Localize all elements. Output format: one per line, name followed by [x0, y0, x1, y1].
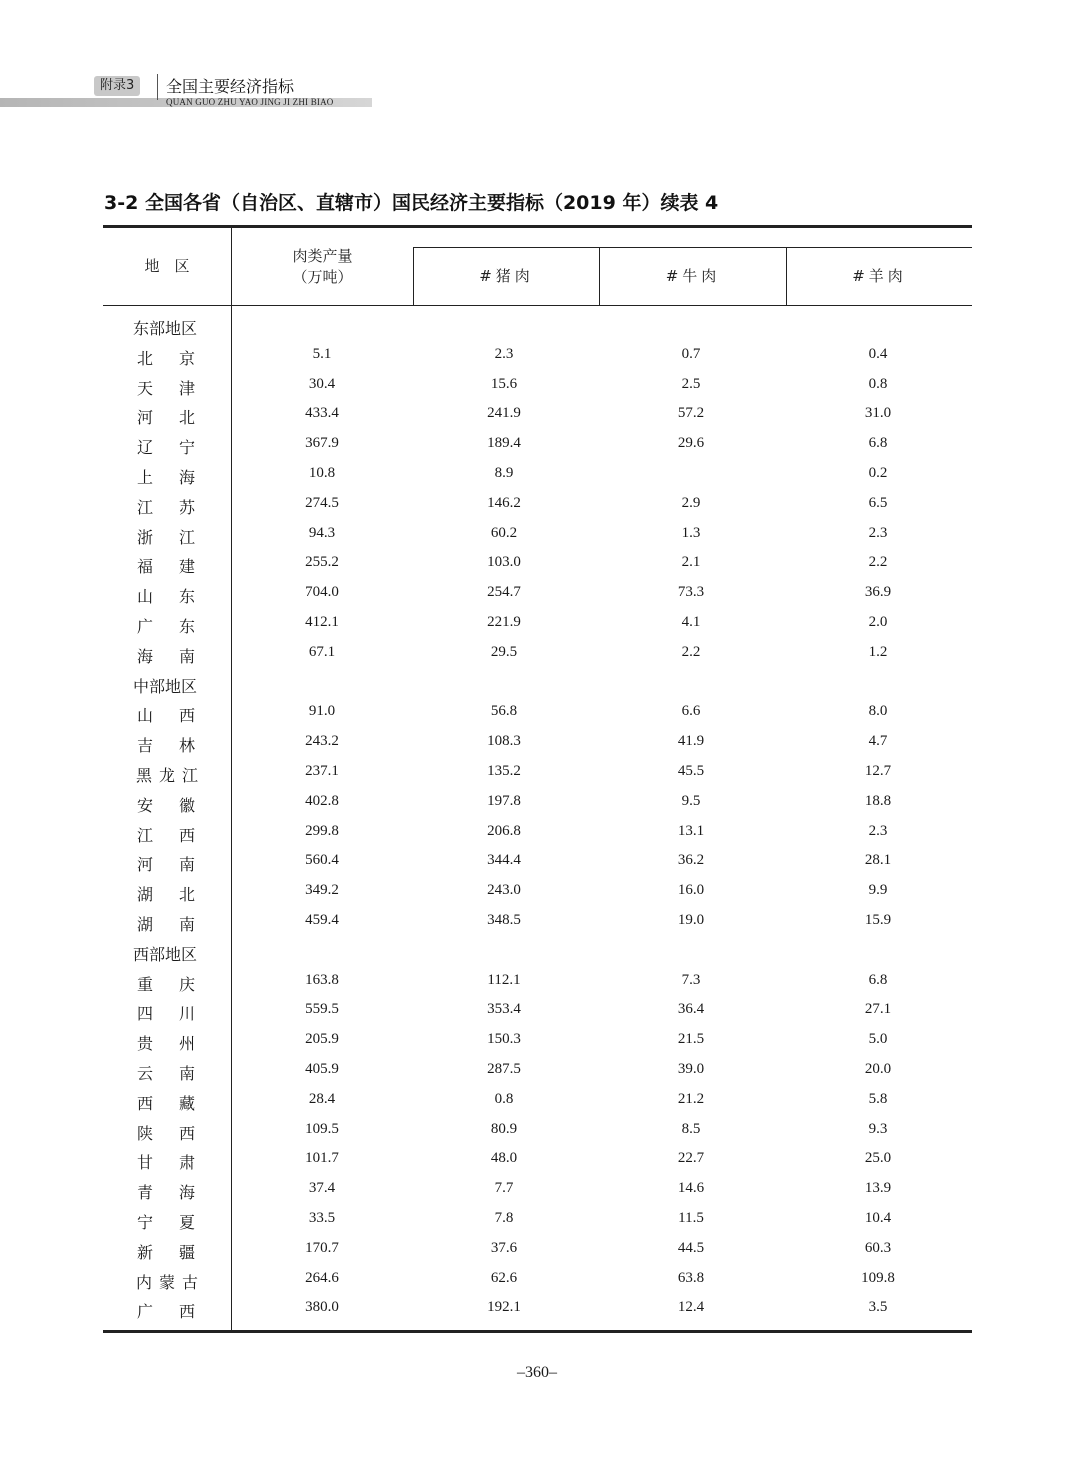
mutton-value: 27.1 [864, 1001, 892, 1018]
beef-value: 19.0 [677, 911, 705, 928]
header-mutton: #羊肉 [852, 267, 907, 285]
header-meat-total [232, 246, 413, 288]
pork-value: 197.8 [487, 792, 521, 809]
beef-value: 21.5 [677, 1031, 705, 1048]
pork-value: 150.3 [487, 1031, 521, 1048]
pork-value: 56.8 [490, 703, 518, 720]
table-body [0, 311, 1074, 1324]
beef-value: 11.5 [678, 1209, 704, 1226]
header-region: 地 区 [144, 257, 190, 275]
beef-value: 0.7 [681, 345, 701, 362]
mutton-value: 18.8 [864, 792, 892, 809]
mutton-value: 25.0 [864, 1150, 892, 1167]
meat-total-value: 349.2 [305, 882, 339, 899]
mutton-value: 10.4 [864, 1209, 892, 1226]
beef-value: 16.0 [677, 882, 705, 899]
beef-value: 45.5 [677, 762, 705, 779]
region-name: 浙江 [137, 527, 195, 547]
mutton-value: 0.2 [868, 464, 888, 481]
mutton-value: 15.9 [864, 911, 892, 928]
pork-value: 287.5 [487, 1060, 521, 1077]
pork-value: 112.1 [487, 971, 521, 988]
table-row [0, 1026, 1074, 1056]
pork-value: 8.9 [494, 464, 514, 481]
table-row [0, 371, 1074, 401]
meat-total-value: 109.5 [305, 1120, 339, 1137]
region-name: 广西 [137, 1302, 195, 1322]
meat-total-value: 274.5 [305, 494, 339, 511]
mutton-value: 6.8 [868, 971, 888, 988]
table-title: 3-2 全国各省（自治区、直辖市）国民经济主要指标（2019 年）续表 4 [104, 192, 719, 214]
pork-value: 348.5 [487, 911, 521, 928]
region-name: 海南 [137, 646, 195, 666]
group-label: 西部地区 [133, 944, 198, 964]
region-name: 河南 [137, 855, 195, 875]
region-name: 北京 [137, 348, 195, 368]
beef-value: 39.0 [677, 1060, 705, 1077]
pork-value: 48.0 [490, 1150, 518, 1167]
table-row [0, 698, 1074, 728]
mutton-value: 60.3 [864, 1239, 892, 1256]
mutton-value: 36.9 [864, 584, 892, 601]
header-meat-total-label: 肉类产量 [292, 247, 353, 265]
pork-value: 37.6 [490, 1239, 518, 1256]
header-pork: #猪肉 [479, 267, 534, 285]
meat-total-value: 255.2 [305, 554, 339, 571]
meat-total-value: 299.8 [305, 822, 339, 839]
pork-value: 135.2 [487, 762, 521, 779]
region-name: 黑龙江 [136, 765, 198, 785]
beef-value: 44.5 [677, 1239, 705, 1256]
meat-total-value: 205.9 [305, 1031, 339, 1048]
table-row [0, 639, 1074, 669]
table-row [0, 728, 1074, 758]
beef-value: 22.7 [677, 1150, 705, 1167]
beef-value: 9.5 [681, 792, 701, 809]
beef-value: 12.4 [677, 1299, 705, 1316]
table-row [0, 579, 1074, 609]
pork-value: 80.9 [490, 1120, 518, 1137]
beef-value: 14.6 [677, 1180, 705, 1197]
table-row [0, 1086, 1074, 1116]
region-name: 湖北 [137, 885, 195, 905]
mutton-value: 31.0 [864, 405, 892, 422]
pork-value: 2.3 [494, 345, 514, 362]
pork-value: 60.2 [490, 524, 518, 541]
mutton-value: 2.0 [868, 613, 888, 630]
table-row [0, 1205, 1074, 1235]
region-name: 山东 [137, 587, 195, 607]
region-name: 山西 [137, 706, 195, 726]
beef-value: 2.1 [681, 554, 701, 571]
region-name: 安徽 [137, 795, 195, 815]
table-row [0, 1235, 1074, 1265]
pork-value: 62.6 [490, 1269, 518, 1286]
pork-value: 241.9 [487, 405, 521, 422]
pork-value: 344.4 [487, 852, 521, 869]
region-name: 湖南 [137, 914, 195, 934]
beef-value: 4.1 [681, 613, 701, 630]
mutton-value: 20.0 [864, 1060, 892, 1077]
region-name: 青海 [137, 1183, 195, 1203]
table-row [0, 341, 1074, 371]
table-row [0, 520, 1074, 550]
region-name: 江西 [137, 825, 195, 845]
region-name: 宁夏 [137, 1212, 195, 1232]
running-header-subtitle: QUAN GUO ZHU YAO JING JI ZHI BIAO [166, 97, 334, 107]
header-divider [157, 74, 158, 100]
mutton-value: 28.1 [864, 852, 892, 869]
pork-value: 0.8 [494, 1090, 514, 1107]
running-header-title: 全国主要经济指标 [166, 77, 295, 96]
mutton-value: 2.3 [868, 524, 888, 541]
table-row [0, 967, 1074, 997]
pork-value: 15.6 [490, 375, 518, 392]
meat-total-value: 37.4 [308, 1180, 336, 1197]
pork-value: 243.0 [487, 882, 521, 899]
region-name: 贵州 [137, 1034, 195, 1054]
table-row [0, 490, 1074, 520]
meat-total-value: 559.5 [305, 1001, 339, 1018]
mutton-value: 0.8 [868, 375, 888, 392]
mutton-value: 6.5 [868, 494, 888, 511]
mutton-value: 9.3 [868, 1120, 888, 1137]
group-label: 东部地区 [133, 319, 198, 338]
beef-value: 63.8 [677, 1269, 705, 1286]
meat-total-value: 30.4 [308, 375, 336, 392]
mutton-value: 4.7 [868, 733, 888, 750]
mutton-value: 2.2 [868, 554, 888, 571]
mutton-value: 3.5 [868, 1299, 888, 1316]
mutton-value: 13.9 [864, 1180, 892, 1197]
region-name: 陕西 [137, 1123, 195, 1143]
beef-value: 57.2 [677, 405, 705, 422]
beef-value: 8.5 [681, 1120, 701, 1137]
group-row [0, 311, 1074, 341]
meat-total-value: 101.7 [305, 1150, 339, 1167]
region-name: 天津 [137, 378, 195, 398]
region-name: 河北 [137, 408, 195, 428]
region-name: 福建 [137, 557, 195, 577]
page-number: –360– [517, 1364, 557, 1381]
beef-value: 1.3 [681, 524, 701, 541]
header-bottom-rule [103, 305, 972, 306]
pork-value: 29.5 [490, 643, 518, 660]
group-label: 中部地区 [133, 676, 198, 696]
table-row [0, 1056, 1074, 1086]
meat-total-value: 243.2 [305, 733, 339, 750]
table-row [0, 907, 1074, 937]
region-name: 江苏 [137, 497, 195, 517]
pork-value: 7.8 [494, 1209, 514, 1226]
pork-value: 189.4 [487, 435, 521, 452]
meat-total-value: 405.9 [305, 1060, 339, 1077]
pork-value: 206.8 [487, 822, 521, 839]
table-row [0, 430, 1074, 460]
region-name: 新疆 [137, 1242, 195, 1262]
table-row [0, 1175, 1074, 1205]
meat-total-value: 412.1 [305, 613, 339, 630]
table-top-rule [103, 225, 972, 228]
table-row [0, 818, 1074, 848]
subheader-rule [414, 247, 972, 248]
region-name: 辽宁 [137, 438, 195, 458]
group-row [0, 937, 1074, 967]
beef-value: 73.3 [677, 584, 705, 601]
table-row [0, 996, 1074, 1026]
pork-value: 103.0 [487, 554, 521, 571]
mutton-value: 12.7 [864, 762, 892, 779]
meat-total-value: 237.1 [305, 762, 339, 779]
table-row [0, 758, 1074, 788]
mutton-value: 9.9 [868, 882, 888, 899]
pork-value: 254.7 [487, 584, 521, 601]
mutton-value: 5.0 [868, 1031, 888, 1048]
region-name: 重庆 [137, 974, 195, 994]
meat-total-value: 163.8 [305, 971, 339, 988]
beef-value: 7.3 [681, 971, 701, 988]
pork-value: 192.1 [487, 1299, 521, 1316]
meat-total-value: 94.3 [308, 524, 336, 541]
beef-value: 21.2 [677, 1090, 705, 1107]
meat-total-value: 170.7 [305, 1239, 339, 1256]
meat-total-value: 10.8 [308, 464, 336, 481]
table-row [0, 549, 1074, 579]
region-name: 上海 [137, 467, 195, 487]
header-beef: #牛肉 [665, 267, 721, 285]
pork-value: 353.4 [487, 1001, 521, 1018]
region-name: 广东 [137, 616, 195, 636]
table-row [0, 847, 1074, 877]
meat-total-value: 264.6 [305, 1269, 339, 1286]
beef-value: 2.9 [681, 494, 701, 511]
table-row [0, 1265, 1074, 1295]
beef-value: 2.5 [681, 375, 701, 392]
pork-value: 146.2 [487, 494, 521, 511]
pork-value: 108.3 [487, 733, 521, 750]
table-row [0, 400, 1074, 430]
mutton-value: 109.8 [861, 1269, 895, 1286]
meat-total-value: 91.0 [308, 703, 336, 720]
appendix-tag: 附录3 [94, 76, 140, 96]
region-name: 云南 [137, 1063, 195, 1083]
table-bottom-rule [103, 1330, 972, 1333]
mutton-value: 5.8 [868, 1090, 888, 1107]
meat-total-value: 5.1 [312, 345, 332, 362]
region-name: 吉林 [137, 736, 195, 756]
meat-total-value: 33.5 [308, 1209, 336, 1226]
meat-total-value: 28.4 [308, 1090, 336, 1107]
meat-total-value: 704.0 [305, 584, 339, 601]
meat-total-value: 367.9 [305, 435, 339, 452]
table-row [0, 1116, 1074, 1146]
mutton-value: 0.4 [868, 345, 888, 362]
meat-total-value: 67.1 [308, 643, 336, 660]
beef-value: 6.6 [681, 703, 701, 720]
region-name: 西藏 [137, 1093, 195, 1113]
pork-value: 7.7 [494, 1180, 514, 1197]
pork-value: 221.9 [487, 613, 521, 630]
meat-total-value: 433.4 [305, 405, 339, 422]
beef-value: 13.1 [677, 822, 705, 839]
mutton-value: 1.2 [868, 643, 888, 660]
beef-value: 36.2 [677, 852, 705, 869]
mutton-value: 6.8 [868, 435, 888, 452]
region-name: 甘肃 [137, 1153, 195, 1173]
table-row [0, 460, 1074, 490]
region-name: 四川 [137, 1004, 195, 1024]
mutton-value: 8.0 [868, 703, 888, 720]
table-row [0, 1145, 1074, 1175]
beef-value: 36.4 [677, 1001, 705, 1018]
beef-value: 41.9 [677, 733, 705, 750]
beef-value: 2.2 [681, 643, 701, 660]
table-row [0, 1294, 1074, 1324]
beef-value: 29.6 [677, 435, 705, 452]
table-row [0, 788, 1074, 818]
meat-total-value: 560.4 [305, 852, 339, 869]
mutton-value: 2.3 [868, 822, 888, 839]
table-row [0, 877, 1074, 907]
group-row [0, 669, 1074, 699]
header-meat-total-unit: （万吨） [292, 268, 353, 286]
region-name: 内蒙古 [136, 1272, 198, 1292]
meat-total-value: 459.4 [305, 911, 339, 928]
meat-total-value: 380.0 [305, 1299, 339, 1316]
table-row [0, 609, 1074, 639]
meat-total-value: 402.8 [305, 792, 339, 809]
